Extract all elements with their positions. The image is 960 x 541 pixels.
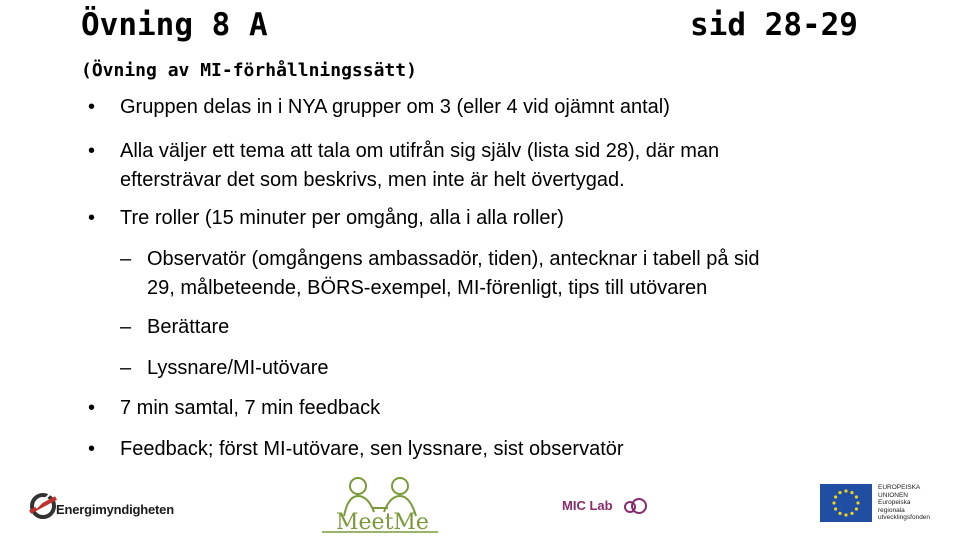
dash-mark: – bbox=[120, 316, 132, 338]
slide-subtitle: (Övning av MI-förhållningssätt) bbox=[81, 60, 417, 81]
sub-bullet-text-line: Observatör (omgångens ambassadör, tiden), antecknar i tabell på sid bbox=[147, 248, 760, 270]
bullet-item bbox=[88, 204, 564, 233]
bullet-mark: • bbox=[88, 438, 96, 460]
miclab-rings-icon bbox=[622, 494, 652, 516]
bullet-text: 7 min samtal, 7 min feedback bbox=[120, 397, 381, 419]
bullet-item bbox=[88, 394, 380, 423]
bullet-text: Tre roller (15 minuter per omgång, alla i alla roller) bbox=[120, 207, 564, 229]
bullet-mark: • bbox=[88, 96, 96, 118]
bullet-text-line: Alla väljer ett tema att tala om utifrån sig själv (lista sid 28), där man bbox=[120, 140, 720, 162]
eu-flag-icon bbox=[820, 484, 872, 522]
slide-title: Övning 8 A bbox=[81, 7, 268, 43]
bullet-text: Gruppen delas in i NYA grupper om 3 (eller 4 vid ojämnt antal) bbox=[120, 96, 670, 118]
bullet-item bbox=[88, 137, 719, 195]
meetme-logo bbox=[318, 474, 442, 541]
sub-bullet-item bbox=[120, 354, 329, 383]
bullet-mark: • bbox=[88, 140, 96, 162]
energimyndigheten-emblem-icon bbox=[28, 486, 58, 526]
sub-bullet-text: Lyssnare/MI-utövare bbox=[147, 357, 329, 379]
energimyndigheten-logo bbox=[28, 486, 174, 531]
dash-mark: – bbox=[120, 357, 132, 379]
bullet-item bbox=[88, 93, 670, 122]
sub-bullet-text-line: 29, målbeteende, BÖRS-exempel, MI-förenligt, tips till utövaren bbox=[147, 277, 708, 299]
energimyndigheten-wordmark: Energimyndigheten bbox=[56, 502, 174, 517]
bullet-mark: • bbox=[88, 207, 96, 229]
dash-mark: – bbox=[120, 248, 132, 270]
eu-fund-text: EUROPEISKA UNIONEN Europeiska regionala utvecklingsfonden bbox=[878, 484, 931, 521]
sub-bullet-text: Berättare bbox=[147, 316, 230, 338]
miclab-wordmark: MIC Lab bbox=[562, 498, 613, 513]
page-reference: sid 28-29 bbox=[690, 7, 858, 43]
bullet-mark: • bbox=[88, 397, 96, 419]
sub-bullet-item bbox=[120, 245, 760, 303]
bullet-text: Feedback; först MI-utövare, sen lyssnare, sist observatör bbox=[120, 438, 624, 460]
eu-logo bbox=[820, 484, 931, 527]
bullet-item bbox=[88, 435, 624, 464]
meetme-wordmark: MeetMe bbox=[336, 510, 429, 535]
sub-bullet-item bbox=[120, 313, 229, 342]
bullet-text-line: eftersträvar det som beskrivs, men inte är helt övertygad. bbox=[120, 169, 625, 191]
